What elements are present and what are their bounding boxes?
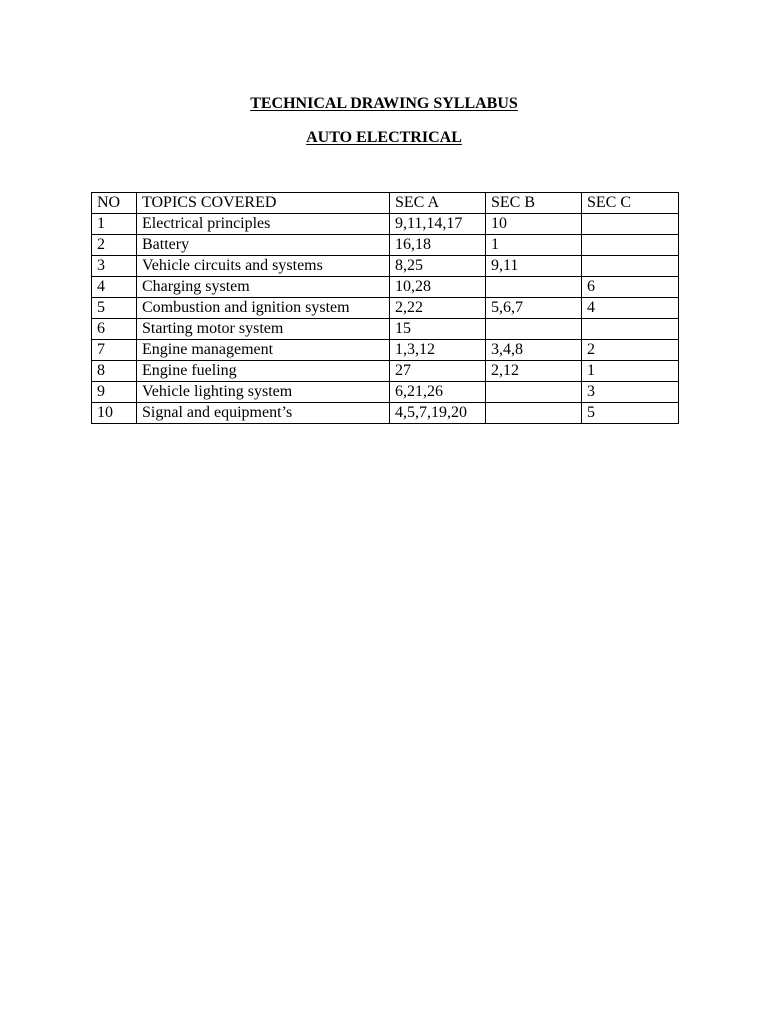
cell-topic: Starting motor system bbox=[137, 319, 390, 340]
cell-sec-a: 10,28 bbox=[390, 277, 486, 298]
cell-sec-a: 15 bbox=[390, 319, 486, 340]
table-row bbox=[92, 256, 679, 277]
cell-sec-a: 27 bbox=[390, 361, 486, 382]
cell-topic: Signal and equipment’s bbox=[137, 403, 390, 424]
cell-sec-c bbox=[582, 235, 679, 256]
table-row bbox=[92, 319, 679, 340]
cell-sec-b bbox=[486, 319, 582, 340]
header-topics: TOPICS COVERED bbox=[137, 193, 390, 214]
cell-sec-c: 1 bbox=[582, 361, 679, 382]
cell-sec-b bbox=[486, 277, 582, 298]
header-no: NO bbox=[92, 193, 137, 214]
header-sec-a: SEC A bbox=[390, 193, 486, 214]
cell-no: 3 bbox=[92, 256, 137, 277]
table-header-row bbox=[92, 193, 679, 214]
cell-sec-c: 4 bbox=[582, 298, 679, 319]
cell-sec-a: 8,25 bbox=[390, 256, 486, 277]
cell-sec-c: 5 bbox=[582, 403, 679, 424]
cell-sec-a: 16,18 bbox=[390, 235, 486, 256]
cell-sec-b: 5,6,7 bbox=[486, 298, 582, 319]
cell-sec-b: 2,12 bbox=[486, 361, 582, 382]
header-sec-b: SEC B bbox=[486, 193, 582, 214]
cell-sec-c: 3 bbox=[582, 382, 679, 403]
cell-topic: Vehicle lighting system bbox=[137, 382, 390, 403]
table-row bbox=[92, 214, 679, 235]
cell-no: 1 bbox=[92, 214, 137, 235]
table-row bbox=[92, 361, 679, 382]
cell-topic: Engine management bbox=[137, 340, 390, 361]
cell-sec-a: 6,21,26 bbox=[390, 382, 486, 403]
table-row bbox=[92, 340, 679, 361]
header-sec-c: SEC C bbox=[582, 193, 679, 214]
cell-sec-c: 6 bbox=[582, 277, 679, 298]
cell-sec-b: 3,4,8 bbox=[486, 340, 582, 361]
cell-no: 2 bbox=[92, 235, 137, 256]
cell-no: 10 bbox=[92, 403, 137, 424]
cell-no: 8 bbox=[92, 361, 137, 382]
cell-sec-b bbox=[486, 403, 582, 424]
cell-no: 5 bbox=[92, 298, 137, 319]
cell-topic: Combustion and ignition system bbox=[137, 298, 390, 319]
cell-sec-a: 2,22 bbox=[390, 298, 486, 319]
table-row bbox=[92, 235, 679, 256]
cell-no: 9 bbox=[92, 382, 137, 403]
cell-sec-b: 1 bbox=[486, 235, 582, 256]
cell-topic: Vehicle circuits and systems bbox=[137, 256, 390, 277]
cell-topic: Battery bbox=[137, 235, 390, 256]
table-row bbox=[92, 298, 679, 319]
table-row bbox=[92, 403, 679, 424]
table-row bbox=[92, 277, 679, 298]
cell-sec-b: 10 bbox=[486, 214, 582, 235]
cell-topic: Engine fueling bbox=[137, 361, 390, 382]
cell-sec-c: 2 bbox=[582, 340, 679, 361]
syllabus-table bbox=[91, 192, 679, 424]
cell-sec-a: 4,5,7,19,20 bbox=[390, 403, 486, 424]
cell-topic: Charging system bbox=[137, 277, 390, 298]
cell-topic: Electrical principles bbox=[137, 214, 390, 235]
cell-sec-c bbox=[582, 214, 679, 235]
cell-sec-c bbox=[582, 319, 679, 340]
cell-no: 6 bbox=[92, 319, 137, 340]
cell-sec-c bbox=[582, 256, 679, 277]
cell-sec-b bbox=[486, 382, 582, 403]
table-row bbox=[92, 382, 679, 403]
cell-sec-a: 9,11,14,17 bbox=[390, 214, 486, 235]
cell-sec-b: 9,11 bbox=[486, 256, 582, 277]
cell-no: 4 bbox=[92, 277, 137, 298]
document-subtitle: AUTO ELECTRICAL bbox=[306, 129, 462, 146]
cell-sec-a: 1,3,12 bbox=[390, 340, 486, 361]
document-title: TECHNICAL DRAWING SYLLABUS bbox=[250, 95, 518, 112]
cell-no: 7 bbox=[92, 340, 137, 361]
